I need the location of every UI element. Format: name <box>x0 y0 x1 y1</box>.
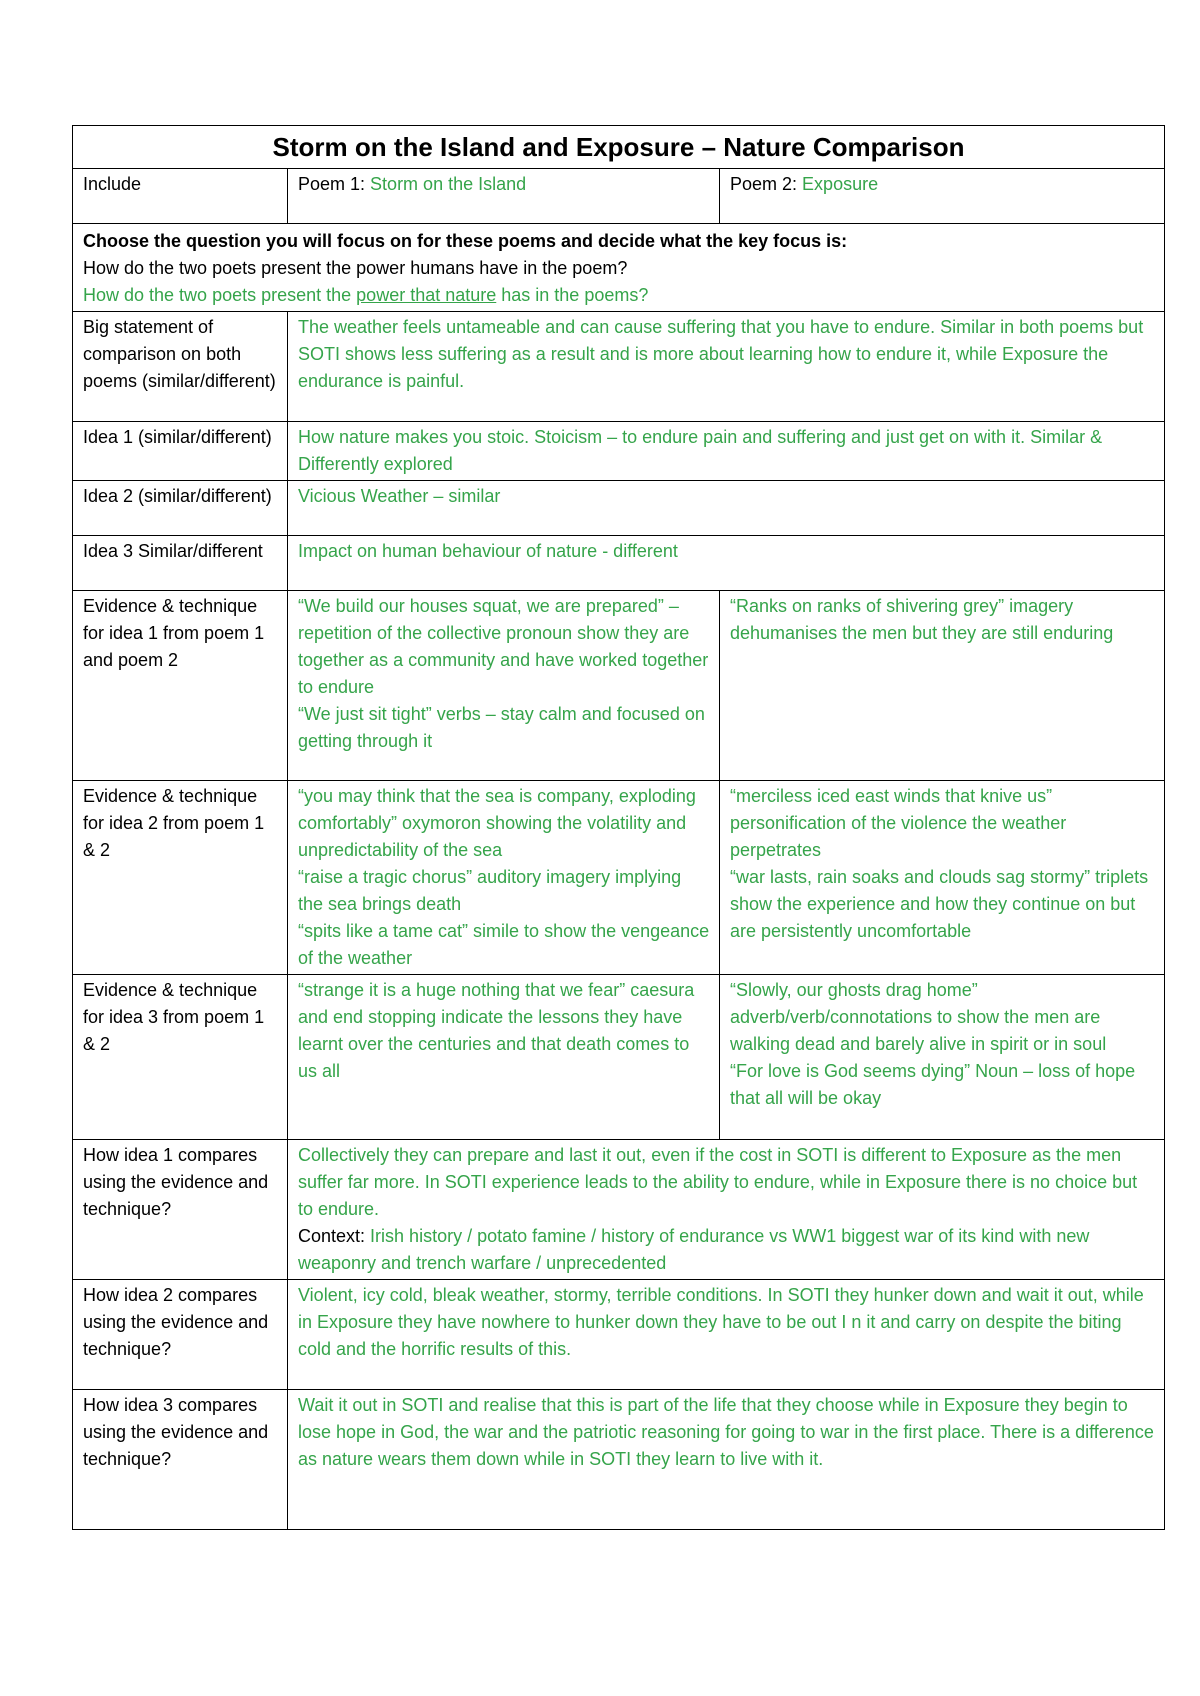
evidence2-poem1-quote-1: “you may think that the sea is company, exploding comfortably” oxymoron showing the volatility and unpredictability of the sea <box>298 786 696 860</box>
poem1-header <box>288 169 720 224</box>
poem1-name: Storm on the Island <box>370 174 527 194</box>
compare1-label: How idea 1 compares using the evidence and technique? <box>73 1140 288 1280</box>
evidence1-poem1-quote-1: “We build our houses squat, we are prepared” – repetition of the collective pronoun show they are together as a community and have worked together to endure <box>298 596 709 697</box>
question-option-nature <box>83 282 1156 309</box>
idea3-text: Impact on human behaviour of nature - different <box>288 536 1165 591</box>
poem1-prefix: Poem 1: <box>298 174 371 194</box>
idea1-label: Idea 1 (similar/different) <box>73 422 288 481</box>
evidence3-label: Evidence & technique for idea 3 from poem 1 & 2 <box>73 975 288 1140</box>
question-option-nature-post: has in the poems? <box>496 285 649 305</box>
question-option-nature-underlined: power that nature <box>356 285 497 305</box>
include-header <box>73 169 288 224</box>
question-cell <box>73 224 1165 312</box>
compare1-context <box>298 1223 1156 1277</box>
evidence2-poem1-quote-3: “spits like a tame cat” simile to show the vengeance of the weather <box>298 921 710 968</box>
big-statement-text: The weather feels untameable and can cause suffering that you have to endure. Similar in both poems but SOTI shows less suffering as a result and is more about learning how to endure it, while Exposure the endurance is painful. <box>288 312 1165 422</box>
evidence3-poem1-quote-1: “strange it is a huge nothing that we fear” caesura and end stopping indicate the lessons they have learnt over the centuries and that death comes to us all <box>298 980 695 1081</box>
big-statement-label: Big statement of comparison on both poems (similar/different) <box>73 312 288 422</box>
evidence2-poem1-quote-2: “raise a tragic chorus” auditory imagery implying the sea brings death <box>298 867 682 914</box>
poem2-header <box>720 169 1165 224</box>
evidence1-poem2 <box>720 591 1165 781</box>
evidence3-poem2-quote-1: “Slowly, our ghosts drag home” adverb/verb/connotations to show the men are walking dead and barely alive in spirit or in soul <box>730 980 1107 1054</box>
poem2-name: Exposure <box>802 174 879 194</box>
comparison-table <box>72 125 1165 1530</box>
evidence3-poem1 <box>288 975 720 1140</box>
evidence2-poem2-quote-2: “war lasts, rain soaks and clouds sag stormy” triplets show the experience and how they continue on but are persistently uncomfortable <box>730 867 1149 941</box>
evidence1-poem1-quote-2: “We just sit tight” verbs – stay calm and focused on getting through it <box>298 704 705 751</box>
compare2-label: How idea 2 compares using the evidence and technique? <box>73 1280 288 1390</box>
idea2-text: Vicious Weather – similar <box>288 481 1165 536</box>
include-label: Include <box>83 174 142 194</box>
question-option-humans: How do the two poets present the power humans have in the poem? <box>83 258 628 278</box>
evidence1-poem1 <box>288 591 720 781</box>
compare3-text: Wait it out in SOTI and realise that this is part of the life that they choose while in Exposure they begin to lose hope in God, the war and the patriotic reasoning for going to war in the first place. There is a difference as nature wears them down while in SOTI they learn to live with it. <box>288 1390 1165 1530</box>
evidence1-poem2-quote-1: “Ranks on ranks of shivering grey” imagery dehumanises the men but they are still enduring <box>730 596 1114 643</box>
idea3-label: Idea 3 Similar/different <box>73 536 288 591</box>
context-text: Irish history / potato famine / history of endurance vs WW1 biggest war of its kind with new weaponry and trench warfare / unprecedented <box>298 1226 1090 1273</box>
question-option-nature-pre: How do the two poets present the <box>83 285 357 305</box>
context-label: Context: <box>298 1226 366 1246</box>
evidence3-poem2-quote-2: “For love is God seems dying” Noun – loss of hope that all will be okay <box>730 1061 1136 1108</box>
compare3-label: How idea 3 compares using the evidence and technique? <box>73 1390 288 1530</box>
evidence2-label: Evidence & technique for idea 2 from poem 1 & 2 <box>73 781 288 975</box>
evidence1-label: Evidence & technique for idea 1 from poem 1 and poem 2 <box>73 591 288 781</box>
evidence2-poem2-quote-1: “merciless iced east winds that knive us” personification of the violence the weather perpetrates <box>730 786 1067 860</box>
page-title: Storm on the Island and Exposure – Nature Comparison <box>73 126 1165 169</box>
poem2-prefix: Poem 2: <box>730 174 803 194</box>
idea1-text: How nature makes you stoic. Stoicism – to endure pain and suffering and just get on with it. Similar & Differently explored <box>288 422 1165 481</box>
evidence2-poem1 <box>288 781 720 975</box>
compare2-text: Violent, icy cold, bleak weather, stormy, terrible conditions. In SOTI they hunker down and wait it out, while in Exposure they have nowhere to hunker down they have to be out I n it and carry on despite the biting cold and the horrific results of this. <box>288 1280 1165 1390</box>
evidence3-poem2 <box>720 975 1165 1140</box>
idea2-label: Idea 2 (similar/different) <box>73 481 288 536</box>
compare1-cell <box>288 1140 1165 1280</box>
question-instruction: Choose the question you will focus on for these poems and decide what the key focus is: <box>83 231 848 251</box>
evidence2-poem2 <box>720 781 1165 975</box>
compare1-text: Collectively they can prepare and last it out, even if the cost in SOTI is different to Exposure as the men suffer far more. In SOTI experience leads to the ability to endure, while in Exposure there is no choice but to endure. <box>298 1145 1138 1219</box>
